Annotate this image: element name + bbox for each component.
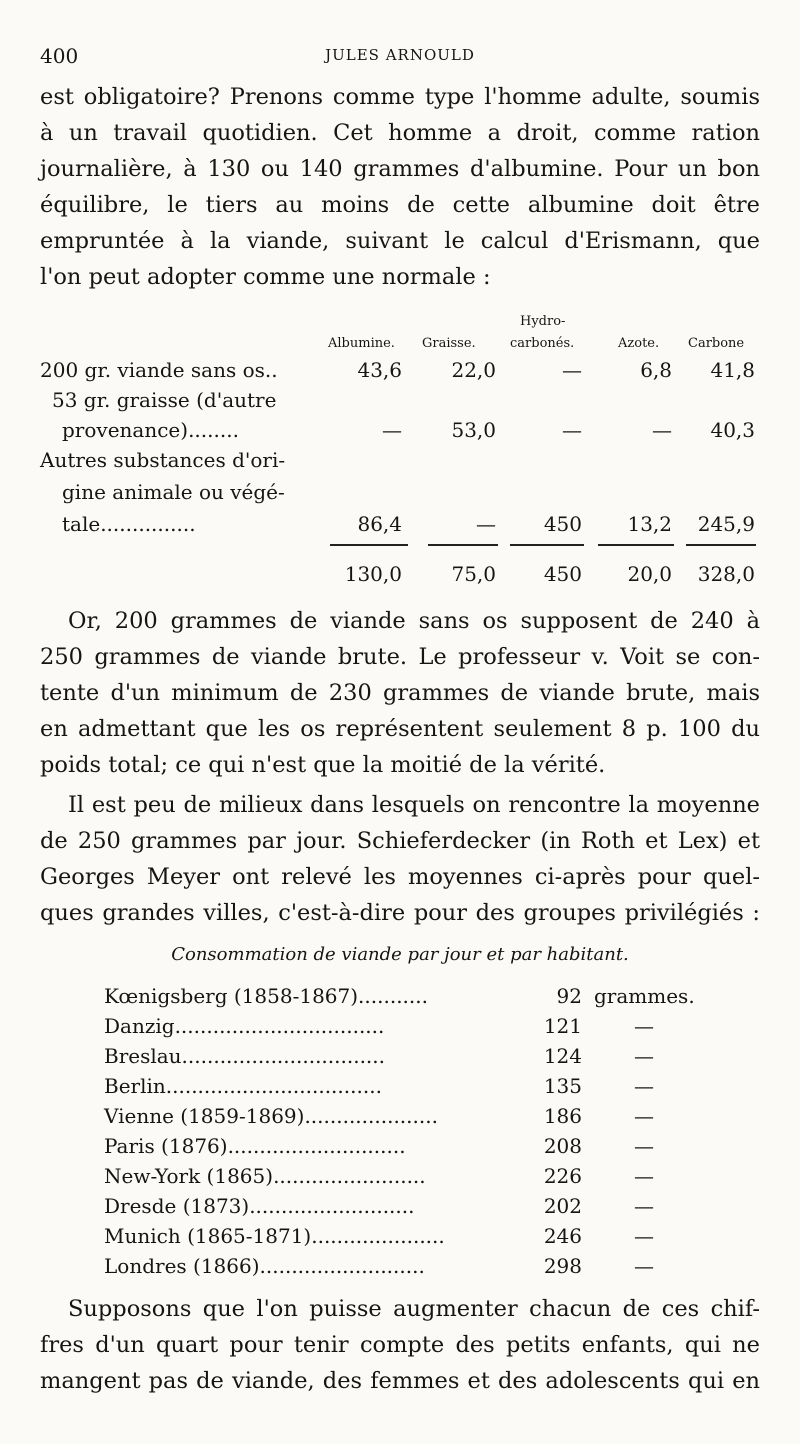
row-label: 53 gr. graisse (d'autre [52,388,277,412]
row-label: 200 gr. viande sans os.. [40,358,278,382]
cell-graisse: — [476,512,496,536]
sum-rule [598,544,674,546]
row-label: Autres substances d'ori- [40,448,286,472]
paragraph-line: 250 grammes de viande brute. Le professeur v. Voit se con- [40,644,760,670]
page-header [40,40,760,70]
paragraph-line: Or, 200 grammes de viande sans os supposent de 240 à [68,608,760,634]
cell-azote: 13,2 [627,512,672,536]
ditto-mark: — [634,1254,654,1278]
ditto-mark: — [634,1224,654,1248]
meat-unit: grammes. [594,984,695,1008]
ditto-mark: — [634,1134,654,1158]
row-label: tale............... [62,512,196,536]
paragraph-line: mangent pas de viande, des femmes et des adolescents qui en [40,1368,760,1394]
meat-amount: 208 [543,1134,582,1158]
total-azote: 20,0 [627,562,672,586]
row-label: gine animale ou végé- [62,480,285,504]
city-name: Londres (1866).......................... [104,1254,425,1278]
paragraph-line: à un travail quotidien. Cet homme a droit, comme ration [40,120,760,146]
meat-amount: 298 [543,1254,582,1278]
sum-rule [510,544,584,546]
paragraph-line: poids total; ce qui n'est que la moitié de la vérité. [40,752,606,778]
paragraph-line: l'on peut adopter comme une normale : [40,264,491,290]
cell-carbone: 245,9 [697,512,755,536]
paragraph-line: journalière, à 130 ou 140 grammes d'albumine. Pour un bon [40,156,760,182]
total-hydrocarbones: 450 [543,562,582,586]
paragraph-line: empruntée à la viande, suivant le calcul d'Erismann, que [40,228,760,254]
ditto-mark: — [634,1044,654,1068]
meat-table-title: Consommation de viande par jour et par habitant. [171,944,629,965]
paragraph-line: de 250 grammes par jour. Schieferdecker (in Roth et Lex) et [40,828,760,854]
meat-amount: 121 [543,1014,582,1038]
ditto-mark: — [634,1074,654,1098]
cell-albumine: 43,6 [357,358,402,382]
column-header-azote: Azote. [618,336,660,351]
ditto-mark: — [634,1104,654,1128]
total-albumine: 130,0 [344,562,402,586]
city-name: Kœnigsberg (1858-1867)........... [104,984,428,1008]
city-name: Breslau................................ [104,1044,385,1068]
sum-rule [428,544,498,546]
cell-graisse: 53,0 [451,418,496,442]
city-name: New-York (1865)........................ [104,1164,426,1188]
sum-rule [686,544,756,546]
city-name: Munich (1865-1871)..................... [104,1224,445,1248]
meat-amount: 202 [543,1194,582,1218]
cell-albumine: — [382,418,402,442]
city-name: Danzig................................. [104,1014,385,1038]
running-title: JULES ARNOULD [325,46,475,64]
ditto-mark: — [634,1164,654,1188]
cell-carbone: 41,8 [710,358,755,382]
row-label: provenance)........ [62,418,239,442]
meat-amount: 246 [543,1224,582,1248]
meat-amount: 135 [543,1074,582,1098]
paragraph-line: Georges Meyer ont relevé les moyennes ci-après pour quel- [40,864,760,890]
paragraph-line: tente d'un minimum de 230 grammes de viande brute, mais [40,680,760,706]
paragraph-line: est obligatoire? Prenons comme type l'homme adulte, soumis [40,84,760,110]
page-number: 400 [40,44,79,68]
paragraph-line: Supposons que l'on puisse augmenter chacun de ces chif- [68,1296,760,1322]
city-name: Berlin.................................. [104,1074,382,1098]
column-header-hydro-top: Hydro- [520,314,566,329]
city-name: Vienne (1859-1869)..................... [104,1104,438,1128]
sum-rule [330,544,408,546]
paragraph-line: ques grandes villes, c'est-à-dire pour des groupes privilégiés : [40,900,760,926]
city-name: Paris (1876)............................ [104,1134,406,1158]
cell-hydrocarbones: — [562,418,582,442]
paragraph-line: équilibre, le tiers au moins de cette albumine doit être [40,192,760,218]
ration-table [40,314,760,595]
cell-azote: 6,8 [640,358,672,382]
column-header-graisse: Graisse. [422,336,476,351]
column-header-carbone: Carbone [688,336,745,351]
cell-albumine: 86,4 [357,512,402,536]
ditto-mark: — [634,1014,654,1038]
cell-hydrocarbones: — [562,358,582,382]
column-header-hydrocarbones: carbonés. [510,336,575,351]
cell-carbone: 40,3 [710,418,755,442]
column-header-albumine: Albumine. [328,336,395,351]
ditto-mark: — [634,1194,654,1218]
paragraph-line: fres d'un quart pour tenir compte des petits enfants, qui ne [40,1332,760,1358]
meat-amount: 124 [543,1044,582,1068]
city-name: Dresde (1873).......................... [104,1194,415,1218]
cell-graisse: 22,0 [451,358,496,382]
paragraph-line: Il est peu de milieux dans lesquels on rencontre la moyenne [68,792,760,818]
total-carbone: 328,0 [697,562,755,586]
meat-amount: 186 [543,1104,582,1128]
meat-amount: 92 [556,984,582,1008]
paragraph-line: en admettant que les os représentent seulement 8 p. 100 du [40,716,760,742]
meat-amount: 226 [543,1164,582,1188]
total-graisse: 75,0 [451,562,496,586]
cell-hydrocarbones: 450 [543,512,582,536]
cell-azote: — [652,418,672,442]
